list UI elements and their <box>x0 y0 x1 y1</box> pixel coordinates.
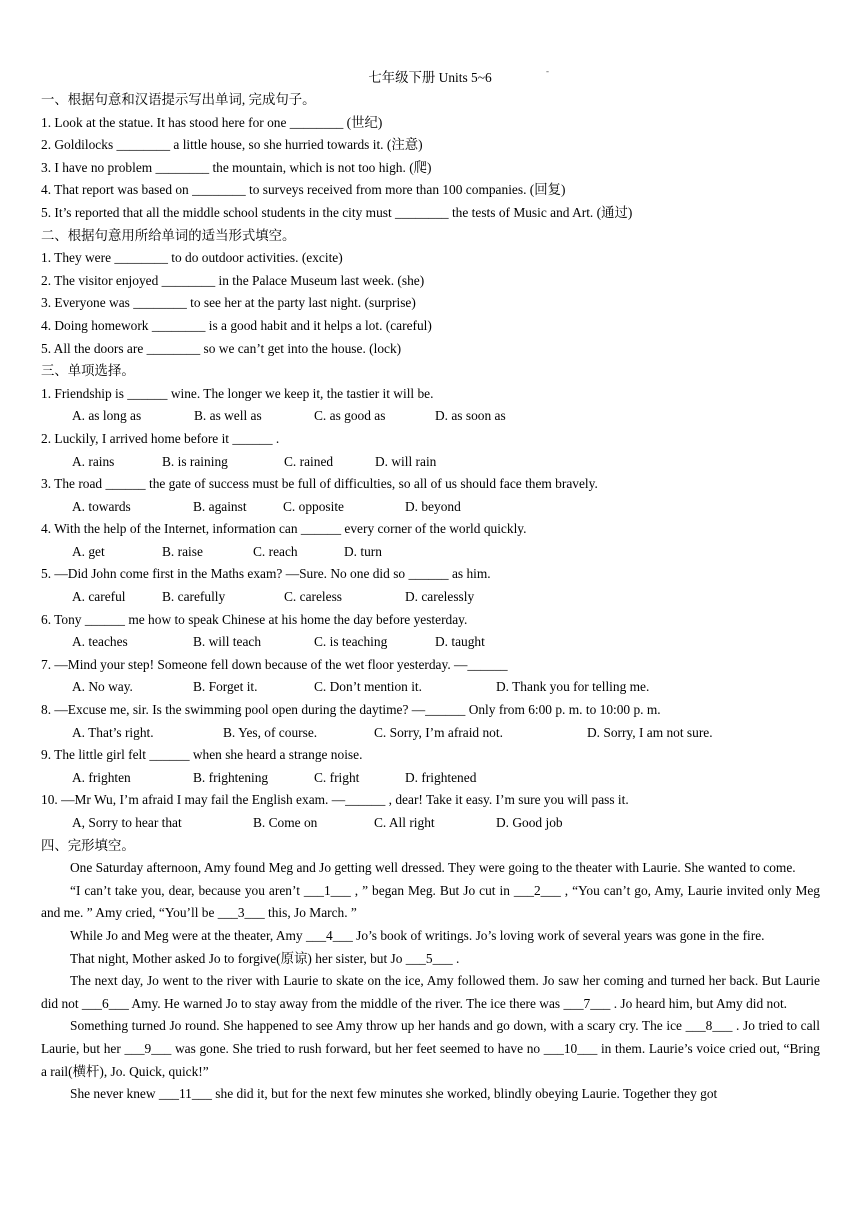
s1-item-4: 4. That report was based on ________ to surveys received from more than 100 companies. (回复) <box>41 182 566 198</box>
mc-option: C. rained <box>284 453 334 469</box>
mc-option: C. fright <box>314 769 360 785</box>
mc-option: D. carelessly <box>405 589 475 605</box>
corner-mark: - <box>546 66 549 76</box>
mc-question-1: 1. Friendship is ______ wine. The longer we keep it, the tastier it will be. <box>41 385 434 401</box>
s2-item-3: 3. Everyone was ________ to see her at the party last night. (surprise) <box>41 295 416 311</box>
mc-question-2: 2. Luckily, I arrived home before it ______ . <box>41 430 280 446</box>
mc-option: B. as well as <box>194 408 262 424</box>
cloze-paragraph-3: While Jo and Meg were at the theater, Amy ___4___ Jo’s book of writings. Jo’s loving work of several years was gone in the fire. <box>70 927 765 943</box>
s1-item-5: 5. It’s reported that all the middle school students in the city must ________ the tests of Music and Art. (通过) <box>41 204 633 220</box>
mc-options-9 <box>41 767 820 790</box>
mc-option: C. Sorry, I’m afraid not. <box>374 724 503 740</box>
mc-option: A. teaches <box>72 634 128 650</box>
s1-item-1: 1. Look at the statue. It has stood here for one ________ (世纪) <box>41 114 383 130</box>
worksheet-body <box>41 89 820 1106</box>
mc-option: A. towards <box>72 498 131 514</box>
mc-question-4: 4. With the help of the Internet, information can ______ every corner of the world quickly. <box>41 521 527 537</box>
mc-options-3 <box>41 496 820 519</box>
mc-option: B. Forget it. <box>193 679 258 695</box>
mc-question-8: 8. —Excuse me, sir. Is the swimming pool open during the daytime? —______ Only from 6:00 p. m. to 10:00 p. m. <box>41 702 661 718</box>
mc-option: B. raise <box>162 543 203 559</box>
mc-option: B. will teach <box>193 634 262 650</box>
s2-item-4: 4. Doing homework ________ is a good habit and it helps a lot. (careful) <box>41 317 432 333</box>
mc-option: D. will rain <box>375 453 437 469</box>
mc-options-7 <box>41 676 820 699</box>
section-2-heading: 二、根据句意用所给单词的适当形式填空。 <box>41 227 296 243</box>
mc-options-10 <box>41 812 820 835</box>
mc-options-6 <box>41 631 820 654</box>
s1-item-3: 3. I have no problem ________ the mountain, which is not too high. (爬) <box>41 159 432 175</box>
mc-option: D. frightened <box>405 769 477 785</box>
mc-option: C. opposite <box>283 498 345 514</box>
mc-question-10: 10. —Mr Wu, I’m afraid I may fail the English exam. —______ , dear! Take it easy. I’m sure you will pass it. <box>41 792 629 808</box>
mc-option: C. All right <box>374 815 435 830</box>
mc-option: A. as long as <box>72 408 142 424</box>
document-title: 七年级下册 Units 5~6 <box>368 70 492 85</box>
mc-question-5: 5. —Did John come first in the Maths exam? —Sure. No one did so ______ as him. <box>41 566 491 582</box>
mc-option: B. Yes, of course. <box>223 724 318 740</box>
mc-option: D. as soon as <box>435 408 506 424</box>
mc-option: D. beyond <box>405 498 461 514</box>
s2-item-1: 1. They were ________ to do outdoor activities. (excite) <box>41 250 343 266</box>
s2-item-2: 2. The visitor enjoyed ________ in the Palace Museum last week. (she) <box>41 272 425 288</box>
mc-option: A. That’s right. <box>72 724 154 740</box>
mc-option: D. Good job <box>496 815 563 830</box>
cloze-paragraph-4: That night, Mother asked Jo to forgive(原谅) her sister, but Jo ___5___ . <box>70 950 460 966</box>
mc-option: A. careful <box>72 589 126 605</box>
mc-option: C. careless <box>284 589 343 605</box>
mc-question-9: 9. The little girl felt ______ when she heard a strange noise. <box>41 747 363 763</box>
mc-question-6: 6. Tony ______ me how to speak Chinese at his home the day before yesterday. <box>41 611 468 627</box>
mc-option: C. reach <box>253 543 298 559</box>
mc-options-4 <box>41 541 820 564</box>
cloze-paragraph-5: The next day, Jo went to the river with Laurie to skate on the ice, Amy followed them. Jo saw her coming and turned her back. But Laurie did not ___6___ Amy. He warned Jo to stay away from the middle of the river. The ice there was ___7___ . Jo heard him, but Amy did not. <box>41 973 820 1011</box>
mc-option: D. Sorry, I am not sure. <box>587 724 713 740</box>
mc-option: B. frightening <box>193 769 269 785</box>
mc-option: A. No way. <box>72 679 133 695</box>
mc-option: A. rains <box>72 453 115 469</box>
mc-options-2 <box>41 451 820 474</box>
cloze-paragraph-6: Something turned Jo round. She happened to see Amy throw up her hands and go down, with a scary cry. The ice ___8___ . Jo tried to call Laurie, but her ___9___ was gone. She tried to rush forward, but her feet seemed to have no ___10___ in them. Laurie’s voice cried out, “Bring a rail(横杆), Jo. Quick, quick!” <box>41 1018 820 1079</box>
mc-option: B. Come on <box>253 815 318 830</box>
mc-option: D. taught <box>435 634 485 650</box>
mc-option: B. carefully <box>162 589 226 605</box>
mc-option: B. against <box>193 498 247 514</box>
cloze-paragraph-7: She never knew ___11___ she did it, but for the next few minutes she worked, blindly obeying Laurie. Together they got <box>70 1086 718 1102</box>
mc-option: D. turn <box>344 543 382 559</box>
mc-options-5 <box>41 586 820 609</box>
s1-item-2: 2. Goldilocks ________ a little house, so she hurried towards it. (注意) <box>41 137 423 153</box>
mc-option: C. Don’t mention it. <box>314 679 422 695</box>
mc-option: A. frighten <box>72 769 131 785</box>
mc-option: C. is teaching <box>314 634 388 650</box>
cloze-paragraph-2: “I can’t take you, dear, because you aren’t ___1___ , ” began Meg. But Jo cut in ___2___ , “You can’t go, Amy, Laurie invited only Meg and me. ” Amy cried, “You’ll be ___3___ this, Jo March. ” <box>41 882 820 921</box>
mc-options-8 <box>41 722 820 745</box>
section-3-heading: 三、单项选择。 <box>41 363 135 379</box>
mc-option: A, Sorry to hear that <box>72 815 182 830</box>
mc-question-3: 3. The road ______ the gate of success must be full of difficulties, so all of us should face them bravely. <box>41 476 598 492</box>
s2-item-5: 5. All the doors are ________ so we can’t get into the house. (lock) <box>41 340 402 356</box>
mc-option: B. is raining <box>162 453 228 469</box>
section-4-heading: 四、完形填空。 <box>41 837 135 853</box>
mc-option: C. as good as <box>314 408 386 424</box>
mc-option: D. Thank you for telling me. <box>496 679 650 695</box>
section-1-heading: 一、根据句意和汉语提示写出单词, 完成句子。 <box>41 92 316 107</box>
cloze-paragraph-1: One Saturday afternoon, Amy found Meg and Jo getting well dressed. They were going to the theater with Laurie. She wanted to come. <box>70 860 796 876</box>
mc-options-1 <box>41 405 820 428</box>
mc-question-7: 7. —Mind your step! Someone fell down because of the wet floor yesterday. —______ <box>41 656 508 672</box>
mc-option: A. get <box>72 543 105 559</box>
